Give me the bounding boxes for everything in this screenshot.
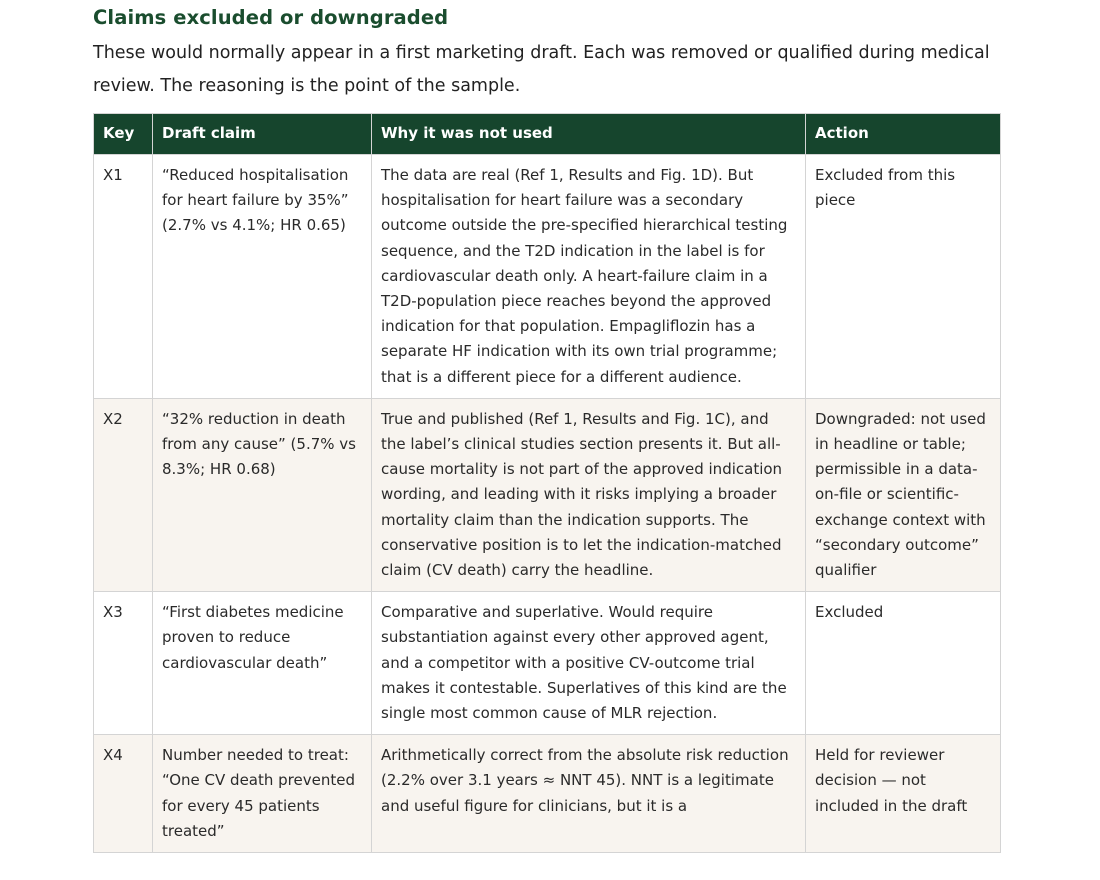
row-action: Excluded bbox=[806, 592, 1001, 735]
row-draft-claim: “First diabetes medicine proven to reduce cardiovascular death” bbox=[153, 592, 372, 735]
column-header-key: Key bbox=[94, 114, 153, 155]
column-header-why-not-used: Why it was not used bbox=[372, 114, 806, 155]
claims-table bbox=[93, 113, 1001, 853]
intro-paragraph: These would normally appear in a first marketing draft. Each was removed or qualified during medical review. The reasoning is the point of the sample. bbox=[93, 43, 990, 96]
row-action: Excluded from this piece bbox=[806, 155, 1001, 399]
row-key: X3 bbox=[94, 592, 153, 735]
column-header-action: Action bbox=[806, 114, 1001, 155]
table-row bbox=[94, 735, 1001, 853]
row-action: Downgraded: not used in headline or table; permissible in a data-on-file or scientific-exchange context with “secondary outcome” qualifier bbox=[806, 398, 1001, 591]
row-draft-claim: Number needed to treat: “One CV death prevented for every 45 patients treated” bbox=[153, 735, 372, 853]
row-reason: The data are real (Ref 1, Results and Fig. 1D). But hospitalisation for heart failure was a secondary outcome outside the pre-specified hierarchical testing sequence, and the T2D indication in the label is for cardiovascular death only. A heart-failure claim in a T2D-population piece reaches beyond the approved indication for that population. Empagliflozin has a separate HF indication with its own trial programme; that is a different piece for a different audience. bbox=[372, 155, 806, 399]
section-heading: Claims excluded or downgraded bbox=[93, 6, 449, 29]
row-reason: Arithmetically correct from the absolute risk reduction (2.2% over 3.1 years ≈ NNT 45). NNT is a legitimate and useful figure for clinicians, but it is a bbox=[372, 735, 806, 853]
column-header-draft-claim: Draft claim bbox=[153, 114, 372, 155]
row-draft-claim: “Reduced hospitalisation for heart failure by 35%” (2.7% vs 4.1%; HR 0.65) bbox=[153, 155, 372, 399]
table-row bbox=[94, 398, 1001, 591]
table-row bbox=[94, 592, 1001, 735]
row-key: X4 bbox=[94, 735, 153, 853]
row-action: Held for reviewer decision — not included in the draft bbox=[806, 735, 1001, 853]
row-key: X2 bbox=[94, 398, 153, 591]
row-key: X1 bbox=[94, 155, 153, 399]
row-reason: True and published (Ref 1, Results and Fig. 1C), and the label’s clinical studies section presents it. But all-cause mortality is not part of the approved indication wording, and leading with it risks implying a broader mortality claim than the indication supports. The conservative position is to let the indication-matched claim (CV death) carry the headline. bbox=[372, 398, 806, 591]
table-header-row bbox=[94, 114, 1001, 155]
table-row bbox=[94, 155, 1001, 399]
row-draft-claim: “32% reduction in death from any cause” (5.7% vs 8.3%; HR 0.68) bbox=[153, 398, 372, 591]
row-reason: Comparative and superlative. Would require substantiation against every other approved agent, and a competitor with a positive CV-outcome trial makes it contestable. Superlatives of this kind are the single most common cause of MLR rejection. bbox=[372, 592, 806, 735]
